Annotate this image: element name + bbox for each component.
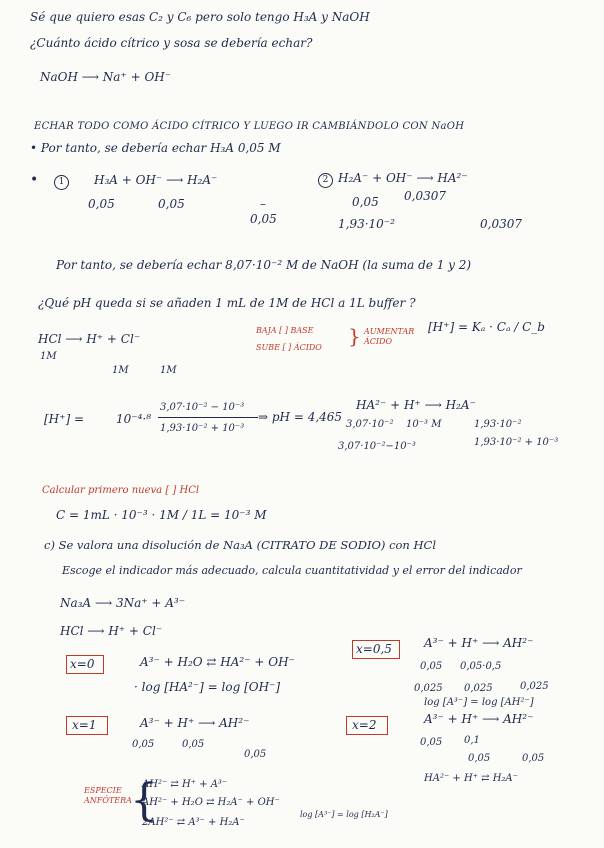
conclusion-2: Por tanto, se debería echar 8,07·10⁻² M de NaOH (la suma de 1 y 2) — [56, 258, 472, 272]
amphoteric-eq: AH²⁻ ⇄ H⁺ + A³⁻ — [142, 779, 228, 790]
x05-value: 0,05 — [420, 661, 443, 672]
x05-value: 0,05·0,5 — [460, 661, 502, 672]
reaction-1-value: 0,05 — [88, 197, 115, 211]
reaction-1-value: – — [260, 197, 266, 211]
intro-line-1: Sé que quiero esas C₂ y C₆ pero solo tengo H₃A y NaOH — [30, 10, 370, 24]
x05-value: 0,025 — [520, 681, 549, 692]
cl-concentration: 1M — [160, 365, 177, 376]
buffer-value: 10⁻³ M — [406, 419, 442, 430]
calc-note: Calcular primero nueva [ ] HCl — [42, 485, 200, 496]
sube-note: SUBE [ ] ÁCIDO — [256, 343, 322, 352]
buffer-reaction: HA²⁻ + H⁺ ⟶ H₂A⁻ — [356, 398, 476, 412]
amphoteric-log: log [A³⁻] = log [H₂A⁻] — [300, 810, 388, 819]
h-label: [H⁺] = — [44, 412, 85, 426]
buffer-value: 3,07·10⁻²−10⁻³ — [338, 441, 416, 452]
na3a-dissociation: Na₃A ⟶ 3Na⁺ + A³⁻ — [60, 596, 186, 610]
reaction-1-value: 0,05 — [158, 197, 185, 211]
x1-equation: A³⁻ + H⁺ ⟶ AH²⁻ — [140, 716, 250, 730]
x0-log: · log [HA²⁻] = log [OH⁻] — [134, 680, 281, 694]
reaction-1-equation: H₃A + OH⁻ ⟶ H₂A⁻ — [94, 173, 218, 187]
buffer-value: 1,93·10⁻² + 10⁻³ — [474, 437, 559, 448]
hcl-concentration: 1M — [40, 351, 57, 362]
h-fraction-numerator: 3,07·10⁻² − 10⁻³ — [160, 402, 245, 413]
strategy-note: ECHAR TODO COMO ÁCIDO CÍTRICO Y LUEGO IR CAMBIÁNDOLO CON NaOH — [34, 121, 465, 132]
reaction-1-number: 1 — [54, 173, 69, 190]
part-c-title: c) Se valora una disolución de Na₃A (CITRATO DE SODIO) con HCl — [44, 538, 437, 552]
reaction-2-value: 0,0307 — [404, 189, 446, 203]
baja-note: BAJA [ ] BASE — [256, 326, 314, 335]
amphoteric-eq: 2AH²⁻ ⇄ A³⁻ + H₂A⁻ — [142, 817, 245, 828]
bullet: • — [30, 172, 39, 188]
left-brace-icon: { — [130, 775, 158, 826]
x2-label: x=2 — [352, 718, 377, 732]
fraction-bar — [158, 417, 258, 418]
reaction-2-value: 1,93·10⁻² — [338, 217, 395, 231]
x05-value: 0,025 — [464, 683, 493, 694]
h-power: 10⁻⁴·⁸ — [116, 412, 152, 426]
buffer-value: 3,07·10⁻² — [346, 419, 394, 430]
reaction-1-value: 0,05 — [250, 212, 277, 226]
ph-result: ⇒ pH = 4,465 — [258, 410, 343, 424]
x05-equation: A³⁻ + H⁺ ⟶ AH²⁻ — [424, 636, 534, 650]
x2-equation: A³⁻ + H⁺ ⟶ AH²⁻ — [424, 712, 534, 726]
intro-line-2: ¿Cuánto ácido cítrico y sosa se debería echar? — [30, 36, 313, 50]
reaction-2-number: 2 — [318, 171, 333, 188]
h-fraction-denominator: 1,93·10⁻² + 10⁻³ — [160, 423, 245, 434]
x2-value: 0,05 — [522, 753, 545, 764]
x1-value: 0,05 — [244, 749, 267, 760]
naoh-dissociation: NaOH ⟶ Na⁺ + OH⁻ — [40, 70, 172, 84]
reaction-2-equation: H₂A⁻ + OH⁻ ⟶ HA²⁻ — [338, 171, 468, 185]
hcl-dissociation: HCl ⟶ H⁺ + Cl⁻ — [38, 332, 141, 346]
x0-label: x=0 — [70, 657, 95, 671]
henderson-formula: [H⁺] = Kₐ · Cₐ / C_b — [428, 320, 545, 334]
x2-value: 0,1 — [464, 735, 480, 746]
h-concentration: 1M — [112, 365, 129, 376]
x0-equation: A³⁻ + H₂O ⇄ HA²⁻ + OH⁻ — [140, 655, 295, 669]
x05-value: 0,025 — [414, 683, 443, 694]
x05-log: log [A³⁻] = log [AH²⁻] — [424, 697, 534, 708]
aumentar-note: AUMENTAR ÁCIDO — [364, 327, 415, 346]
x2-equation-2: HA²⁻ + H⁺ ⇄ H₂A⁻ — [424, 773, 518, 784]
buffer-value: 1,93·10⁻² — [474, 419, 522, 430]
x1-value: 0,05 — [132, 739, 155, 750]
right-brace-icon: } — [348, 324, 361, 348]
ph-question: ¿Qué pH queda si se añaden 1 mL de 1M de HCl a 1L buffer ? — [38, 296, 416, 310]
concentration-calc: C = 1mL · 10⁻³ · 1M / 1L = 10⁻³ M — [56, 508, 267, 522]
hcl-dissociation-2: HCl ⟶ H⁺ + Cl⁻ — [60, 624, 163, 638]
x2-value: 0,05 — [468, 753, 491, 764]
part-c-subtitle: Escoge el indicador más adecuado, calcula cuantitatividad y el error del indicador — [62, 564, 522, 577]
conclusion-1: • Por tanto, se debería echar H₃A 0,05 M — [30, 141, 281, 155]
x1-value: 0,05 — [182, 739, 205, 750]
reaction-2-value: 0,05 — [352, 195, 379, 209]
reaction-2-value: 0,0307 — [480, 217, 522, 231]
amphoteric-eq: AH²⁻ + H₂O ⇄ H₂A⁻ + OH⁻ — [142, 797, 280, 808]
x05-label: x=0,5 — [356, 642, 392, 656]
x2-value: 0,05 — [420, 737, 443, 748]
x1-label: x=1 — [72, 718, 97, 732]
amphoteric-label: ESPECIE ANFÓTERA — [84, 786, 132, 805]
